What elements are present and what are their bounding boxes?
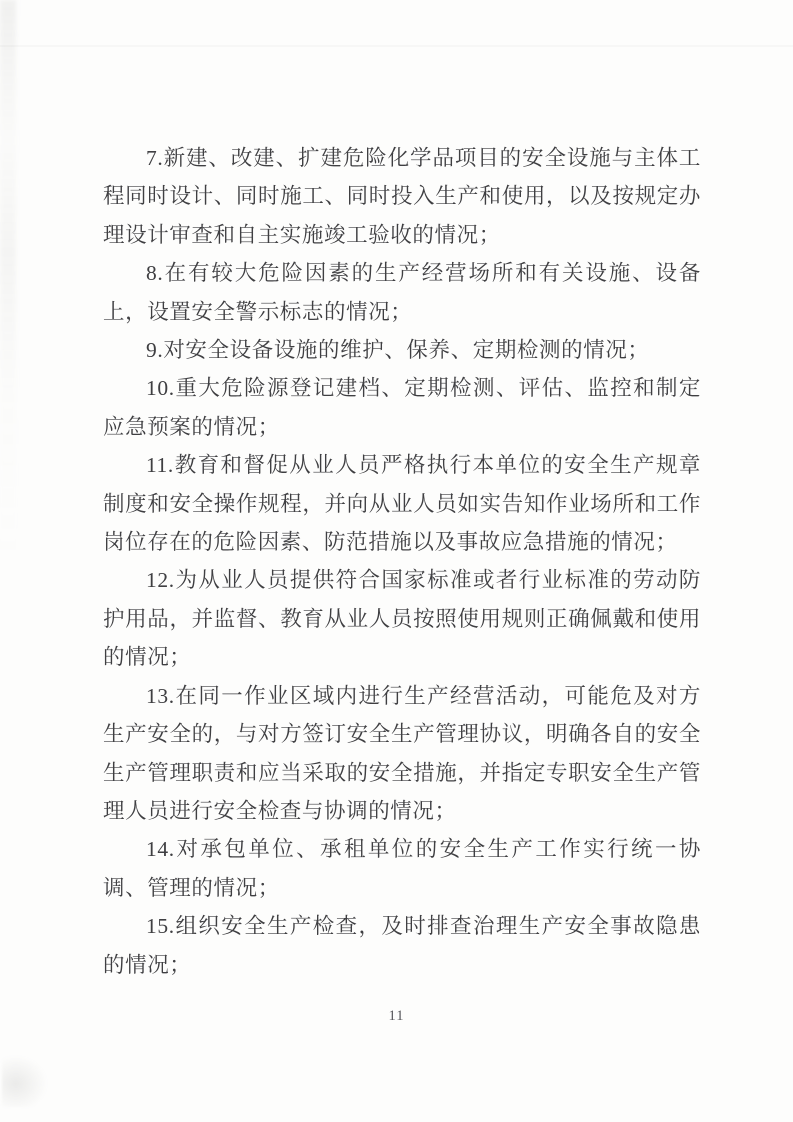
paragraph-item-15: 15.组织安全生产检查，及时排查治理生产安全事故隐患的情况； xyxy=(103,914,701,977)
scan-artifact-edge-noise xyxy=(0,0,16,560)
paragraph-item-8: 8.在有较大危险因素的生产经营场所和有关设施、设备上，设置安全警示标志的情况； xyxy=(103,261,701,324)
paragraph-item-9: 9.对安全设备设施的维护、保养、定期检测的情况； xyxy=(146,338,650,363)
paragraph-item-11: 11.教育和督促从业人员严格执行本单位的安全生产规章制度和安全操作规程，并向从业人员如实告知作业场所和工作岗位存在的危险因素、防范措施以及事故应急措施的情况； xyxy=(103,453,701,555)
paragraph-item-7: 7.新建、改建、扩建危险化学品项目的安全设施与主体工程同时设计、同时施工、同时投入生产和使用，以及按规定办理设计审查和自主实施竣工验收的情况； xyxy=(103,146,701,247)
scan-artifact-line xyxy=(0,45,793,47)
paragraph-item-13: 13.在同一作业区域内进行生产经营活动，可能危及对方生产安全的，与对方签订安全生产管理协议，明确各自的安全生产管理职责和应当采取的安全措施，并指定专职安全生产管理人员进行安全检查与协调的情况； xyxy=(103,683,701,823)
document-body xyxy=(103,139,701,984)
scan-artifact-smudge xyxy=(2,1055,48,1107)
paragraph-item-12: 12.为从业人员提供符合国家标准或者行业标准的劳动防护用品，并监督、教育从业人员按照使用规则正确佩戴和使用的情况； xyxy=(103,568,701,670)
paragraph-item-10: 10.重大危险源登记建档、定期检测、评估、监控和制定应急预案的情况； xyxy=(103,376,701,439)
page-number: 11 xyxy=(388,1008,405,1024)
paragraph-item-14: 14.对承包单位、承租单位的安全生产工作实行统一协调、管理的情况； xyxy=(103,837,701,900)
